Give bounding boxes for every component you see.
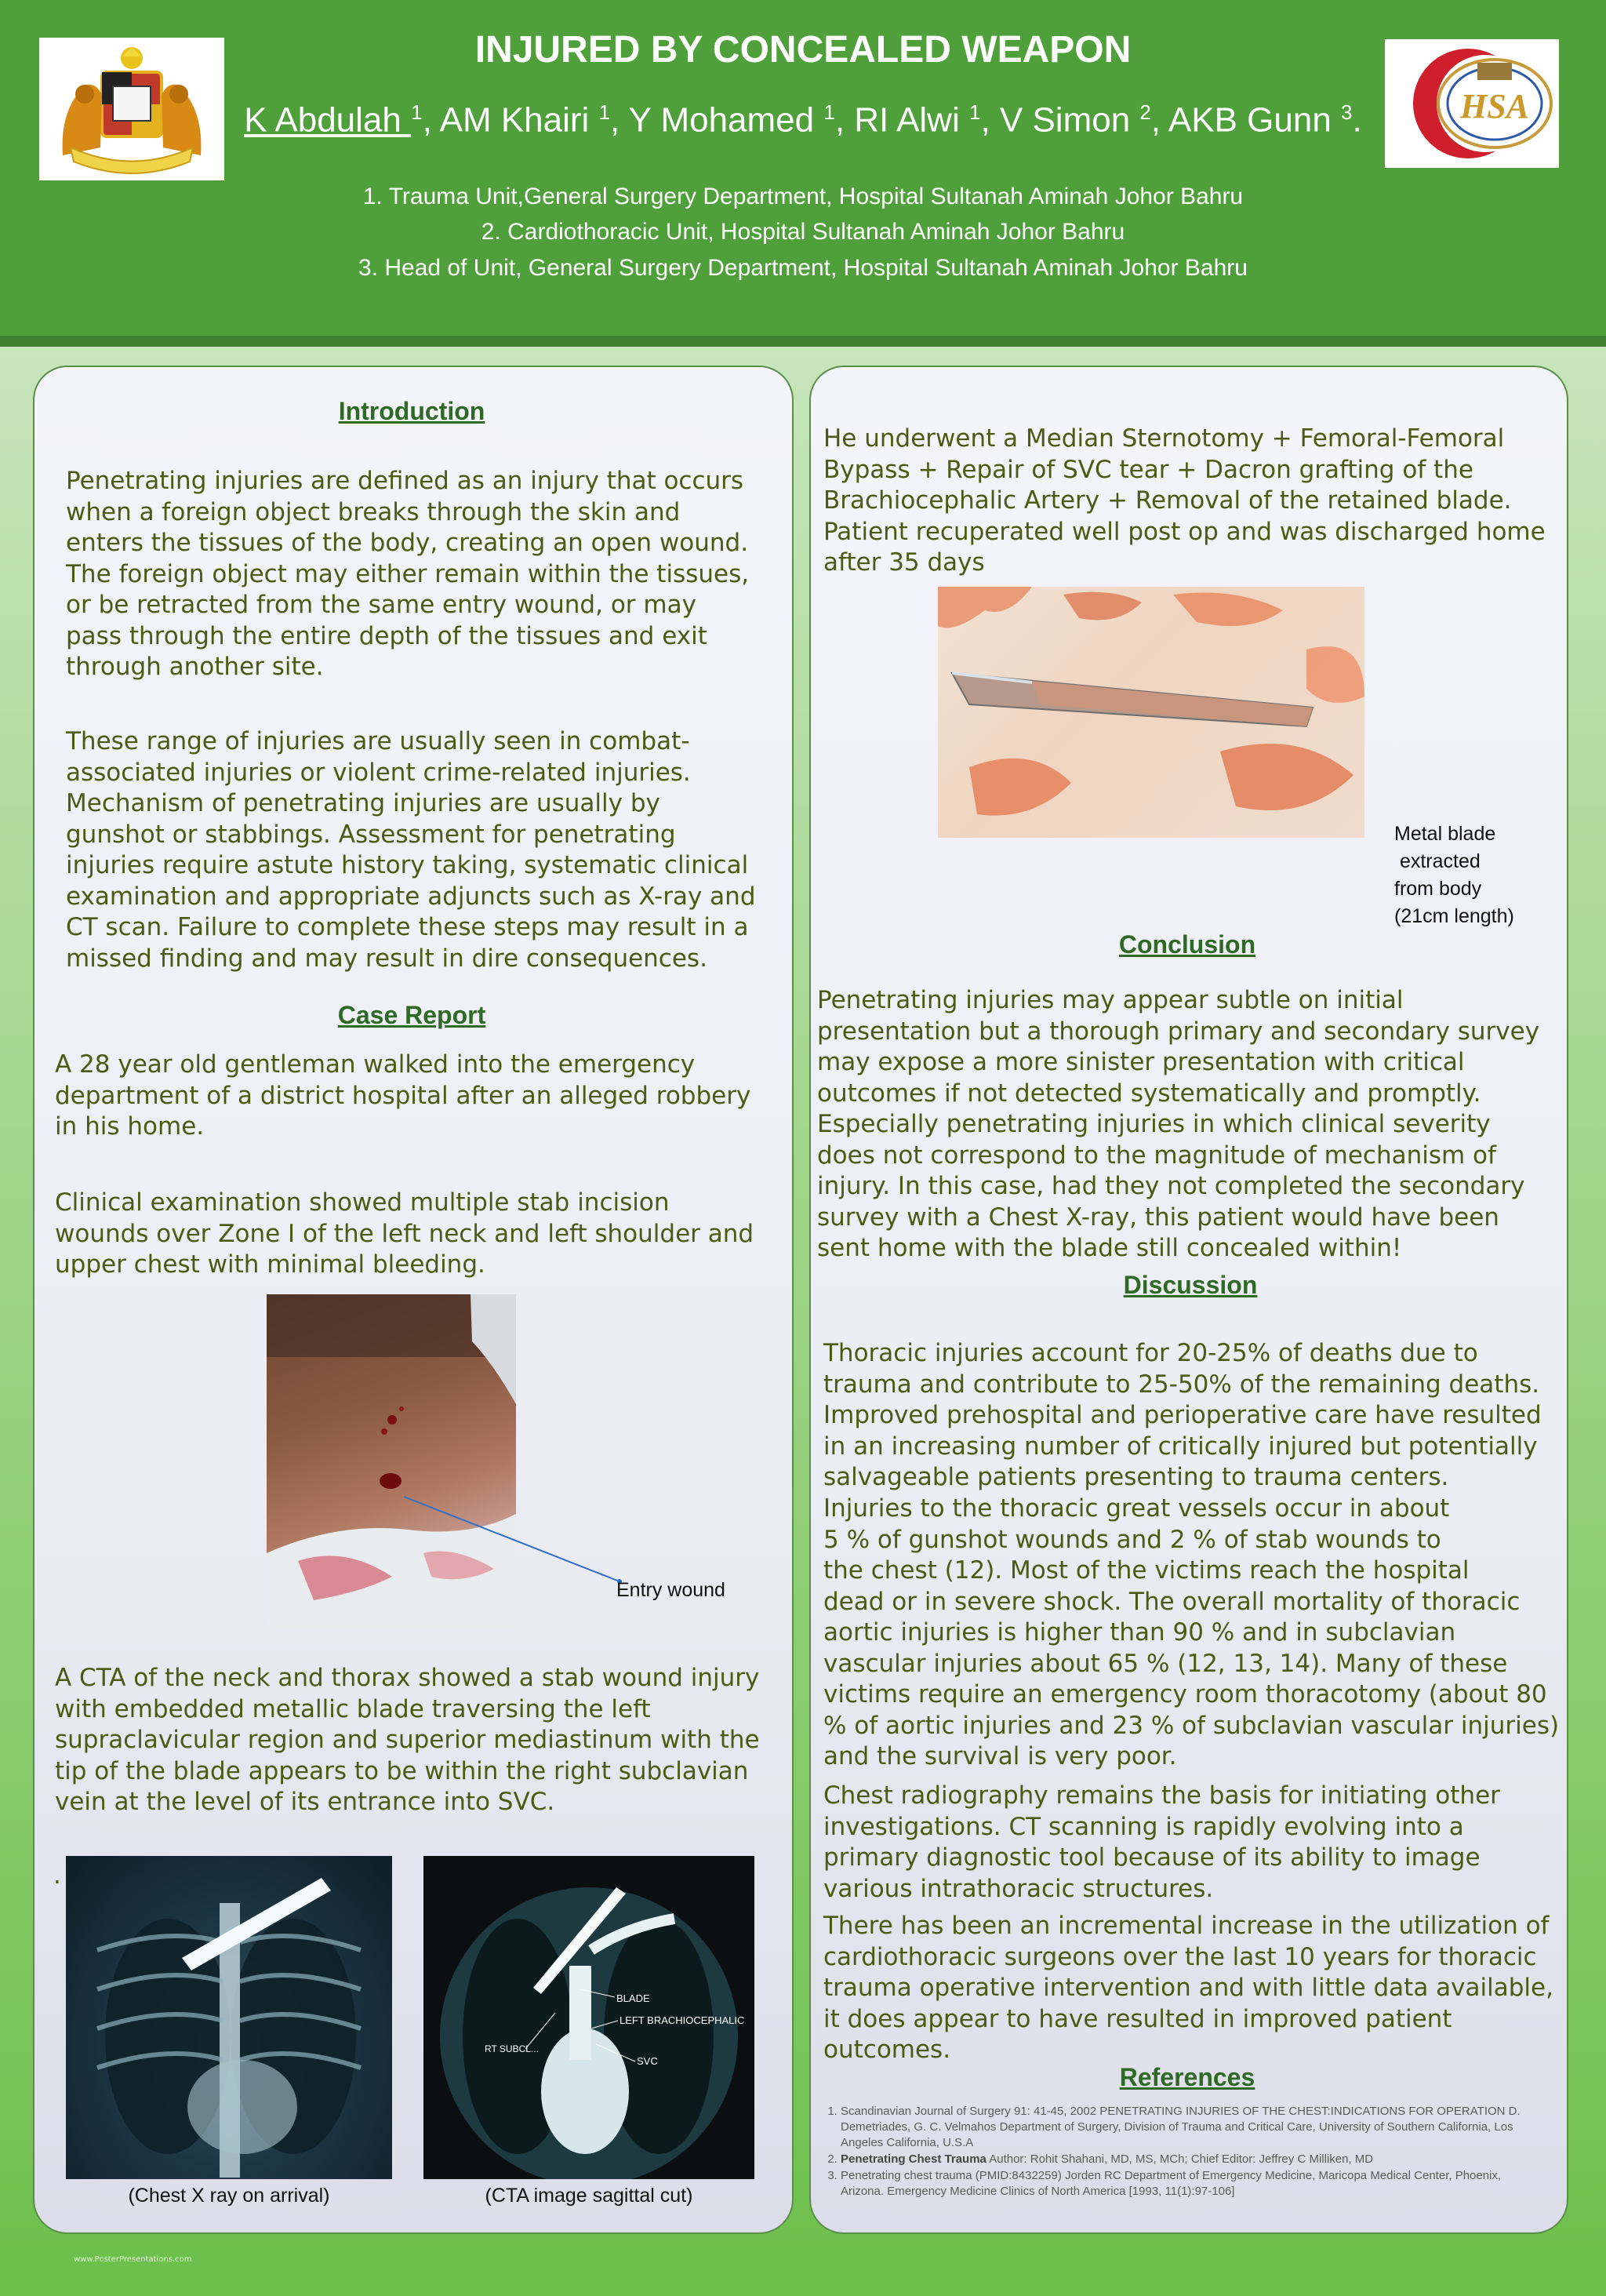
svg-text:SVC: SVC: [637, 2055, 658, 2067]
author-name: AKB Gunn: [1168, 100, 1342, 140]
affiliation-3: 3. Head of Unit, General Surgery Department, Hospital Sultanah Aminah Johor Bahru: [358, 255, 1248, 281]
discussion-paragraph-1b: Injuries to the thoracic great vessels occur in about 5 % of gunshot wounds and 2 % of stab wounds to the chest (12). Most of the victims reach the hospital dead or in severe shock. The overall mortality of thoracic aortic injuries is higher than 90 % and in subclavian vascular injuries about 65 % (12, 13, 14). Many of these victims require an emergency room thoracotomy (about 80 % of aortic injuries and 23 % of subclavian vascular injuries) and the survival is very poor.: [823, 1494, 1560, 1770]
stray-dot: .: [53, 1861, 61, 1890]
extracted-blade-photo: [938, 587, 1364, 838]
author-name: V Simon: [999, 100, 1140, 140]
svg-text:LEFT BRACHIOCEPHALIC: LEFT BRACHIOCEPHALIC: [620, 2014, 745, 2026]
case-report-paragraph-3: A CTA of the neck and thorax showed a stab wound injury with embedded metallic blade traversing the left supraclavicular region and superior mediastinum with the tip of the blade appears to be within the right subclavian vein at the level of its entrance into SVC.: [55, 1664, 760, 1816]
author-affiliation-mark: 1: [411, 100, 423, 124]
discussion-heading: Discussion: [1123, 1271, 1258, 1299]
reference-item: 1. Scandinavian Journal of Surgery 91: 41-45, 2002 PENETRATING INJURIES OF THE CHEST:INDICATIONS FOR OPERATION D. Demetriades, G. C. Velmahos Department of Surgery, Division of Trauma and Critical Care, University of Southern California, Los Angeles California, U.S.A: [841, 2104, 1531, 2151]
case-report-heading: Case Report: [337, 1001, 486, 1029]
discussion-paragraph-1a: Thoracic injuries account for 20-25% of deaths due to trauma and contribute to 25-50% of the remaining deaths. Improved prehospital and perioperative care have resulted in an increasing number of critically injured but potentially salvageable patients presenting to trauma centers.: [823, 1339, 1542, 1491]
chest-xray-illustration: [66, 1856, 392, 2179]
author-name: RI Alwi: [854, 100, 969, 140]
svg-text:BLADE: BLADE: [616, 1992, 650, 2004]
operation-paragraph: He underwent a Median Sternotomy + Femoral-Femoral Bypass + Repair of SVC tear + Dacron grafting of the Brachiocephalic Artery + Removal of the retained blade. Patient recuperated well post op and was discharged home after 35 days: [823, 424, 1546, 577]
cta-sagittal-image: [423, 1856, 754, 2179]
reference-title: Penetrating Chest Trauma: [841, 2152, 986, 2166]
case-report-paragraph-1: A 28 year old gentleman walked into the emergency department of a district hospital after an alleged robbery in his home.: [55, 1050, 751, 1141]
footer-watermark: www.PosterPresentations.com: [74, 2255, 192, 2264]
author-separator: ,: [422, 100, 440, 140]
author-name: Y Mohamed: [628, 100, 824, 140]
cta-caption: (CTA image sagittal cut): [485, 2185, 693, 2207]
reference-item: 3. Penetrating chest trauma (PMID:8432259) Jorden RC Department of Emergency Medicine, Maricopa Medical Center, Phoenix, Arizona. Emergency Medicine Clinics of North America [1993, 11(1):97-106]: [841, 2168, 1531, 2200]
references-heading: References: [1119, 2063, 1255, 2091]
author-name: AM Khairi: [439, 100, 599, 140]
references-list: [827, 2104, 1531, 2200]
affiliation-1: 1. Trauma Unit,General Surgery Department, Hospital Sultanah Aminah Johor Bahru: [362, 184, 1244, 209]
case-report-paragraph-2: Clinical examination showed multiple stab incision wounds over Zone I of the left neck and left shoulder and upper chest with minimal bleeding.: [55, 1188, 754, 1279]
blade-caption: Metal blade extracted from body (21cm length): [1394, 823, 1514, 927]
affiliation-2: 2. Cardiothoracic Unit, Hospital Sultanah Aminah Johor Bahru: [481, 219, 1125, 245]
poster-title: INJURED BY CONCEALED WEAPON: [474, 29, 1132, 71]
reference-item: [841, 2152, 1531, 2167]
chest-xray-caption: (Chest X ray on arrival): [128, 2185, 330, 2207]
introduction-paragraph-2: These range of injuries are usually seen in combat-associated injuries or violent crime-related injuries. Mechanism of penetrating injuries are usually by gunshot or stabbings. Assessment for penetrating injuries require astute history taking, systematic clinical examination and appropriate adjuncts such as X-ray and CT scan. Failure to complete these steps may result in a missed finding and may result in dire consequences.: [66, 727, 756, 973]
blade-illustration: [938, 587, 1364, 838]
discussion-paragraph-2: Chest radiography remains the basis for initiating other investigations. CT scanning is rapidly evolving into a primary diagnostic tool because of its ability to image various intrathoracic structures.: [823, 1781, 1500, 1903]
author-separator: ,: [610, 100, 629, 140]
reference-detail: Author: Rohit Shahani, MD, MS, MCh; Chief Editor: Jeffrey C Milliken, MD: [986, 2152, 1374, 2166]
svg-text:HSA: HSA: [1459, 87, 1530, 126]
chest-xray-image: [66, 1856, 392, 2179]
author-name: K Abdulah: [244, 100, 412, 140]
author-affiliation-mark: 2: [1139, 100, 1151, 124]
author-affiliation-mark: 1: [823, 100, 835, 124]
cta-illustration: [423, 1856, 754, 2179]
author-affiliation-mark: 3: [1341, 100, 1353, 124]
author-affiliation-mark: 1: [968, 100, 981, 124]
entry-wound-caption: Entry wound: [616, 1579, 725, 1601]
author-separator: .: [1352, 100, 1362, 140]
conclusion-heading: Conclusion: [1118, 930, 1256, 959]
introduction-paragraph-1: Penetrating injuries are defined as an injury that occurs when a foreign object breaks through the skin and enters the tissues of the body, creating an open wound. The foreign object may either remain within the tissues, or be retracted from the same entry wound, or may pass through the entire depth of the tissues and exit through another site.: [66, 467, 750, 681]
author-separator: ,: [834, 100, 855, 140]
author-affiliation-mark: 1: [598, 100, 611, 124]
author-separator: ,: [980, 100, 1000, 140]
conclusion-paragraph: Penetrating injuries may appear subtle on initial presentation but a thorough primary and secondary survey may expose a more sinister presentation with critical outcomes if not detected systematically and promptly. Especially penetrating injuries in which clinical severity does not correspond to the magnitude of mechanism of injury. In this case, had they not completed the secondary survey with a Chest X-ray, this patient would have been sent home with the blade still concealed within!: [817, 986, 1540, 1262]
author-separator: ,: [1150, 100, 1168, 140]
discussion-paragraph-3: There has been an incremental increase in the utilization of cardiothoracic surgeons over the last 10 years for thoracic trauma operative intervention and with little data available, it does appear to have resulted in improved patient outcomes.: [823, 1912, 1553, 2064]
introduction-heading: Introduction: [338, 397, 485, 425]
svg-text:RT SUBCL...: RT SUBCL...: [485, 2043, 539, 2054]
